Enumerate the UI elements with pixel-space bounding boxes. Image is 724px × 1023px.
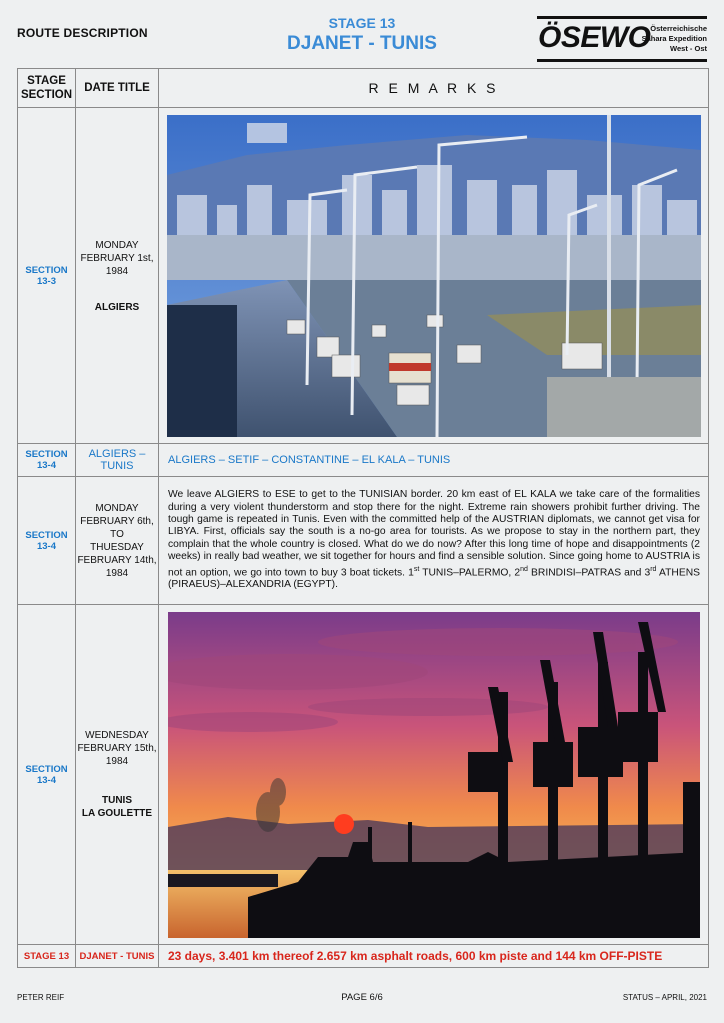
logo-text: ÖSEWO: [538, 21, 651, 54]
summary-name: DJANET - TUNIS: [76, 945, 159, 968]
table-row: [18, 444, 709, 477]
route-table: [17, 68, 709, 968]
section-cell: SECTION 13-4: [18, 477, 76, 605]
summary-stage: STAGE 13: [18, 945, 76, 968]
table-header-row: [18, 69, 709, 108]
col-remarks: R E M A R K S: [159, 69, 709, 108]
section-cell: SECTION 13-3: [18, 108, 76, 444]
photo-cell: [159, 108, 709, 444]
summary-text: 23 days, 3.401 km thereof 2.657 km asphalt roads, 600 km piste and 144 km OFF-PISTE: [159, 945, 709, 968]
remarks-text: We leave ALGIERS to ESE to get to the TUNISIAN border. 20 km east of EL KALA we take care of the formalities during a very violent thunderstorm and stop there for the night. Extreme rain showers prohibit further driving. The tough game is repeated in Tunis. Even with the committed help of the AUSTRIAN diplomats, we cannot get visa for LIBYA. First, officials say the south is a no-go area for tourists. As we propose to stay in the northern part, they complain that the whole country is closed. What do we do now? After this long time of hope and disappointments (2 weeks) in really bad weather, we sit together for hours and find a sensible solution. Since going home to AUSTRIA is not an option, we go into town to buy 3 boat tickets. 1st TUNIS–PALERMO, 2nd BRINDISI–PATRAS and 3rd ATHENS (PIRAEUS)–ALEXANDRIA (EGYPT).: [159, 477, 709, 605]
osewo-logo: [537, 16, 707, 62]
footer-page-number: PAGE 6/6: [341, 992, 383, 1003]
section-cell: SECTION 13-4: [18, 444, 76, 477]
day-title: ALGIERS: [94, 301, 140, 313]
logo-subtitle: Österreichische Sahara Expedition West - Ost: [641, 24, 707, 53]
footer-author: PETER REIF: [17, 993, 65, 1002]
section-cell: SECTION 13-4: [18, 605, 76, 945]
date-cell: ALGIERS – TUNIS: [76, 444, 159, 477]
table-row: [18, 477, 709, 605]
stage-title: DJANET - TUNIS: [287, 33, 437, 54]
date-cell: WEDNESDAY FEBRUARY 15th, 1984 TUNIS LA GOULETTE: [76, 605, 159, 945]
date-cell: MONDAY FEBRUARY 1st, 1984 ALGIERS: [76, 108, 159, 444]
table-row: [18, 605, 709, 945]
photo-cell: [159, 605, 709, 945]
route-description-label: ROUTE DESCRIPTION: [17, 26, 148, 40]
summary-row: [18, 945, 709, 968]
col-stage-section: STAGE SECTION: [18, 69, 76, 108]
la-goulette-sunset-photo: [168, 612, 700, 938]
stage-heading: [262, 15, 462, 55]
footer-status: STATUS – APRIL, 2021: [622, 993, 707, 1002]
table-row: [18, 108, 709, 444]
algiers-traffic-photo: [167, 115, 701, 437]
route-cell: ALGIERS – SETIF – CONSTANTINE – EL KALA – TUNIS: [159, 444, 709, 477]
stage-number: STAGE 13: [328, 15, 396, 31]
col-date-title: DATE TITLE: [76, 69, 159, 108]
day-title: TUNIS LA GOULETTE: [81, 795, 153, 819]
date-cell: MONDAY FEBRUARY 6th, TO THUESDAY FEBRUARY 14th, 1984: [76, 477, 159, 605]
